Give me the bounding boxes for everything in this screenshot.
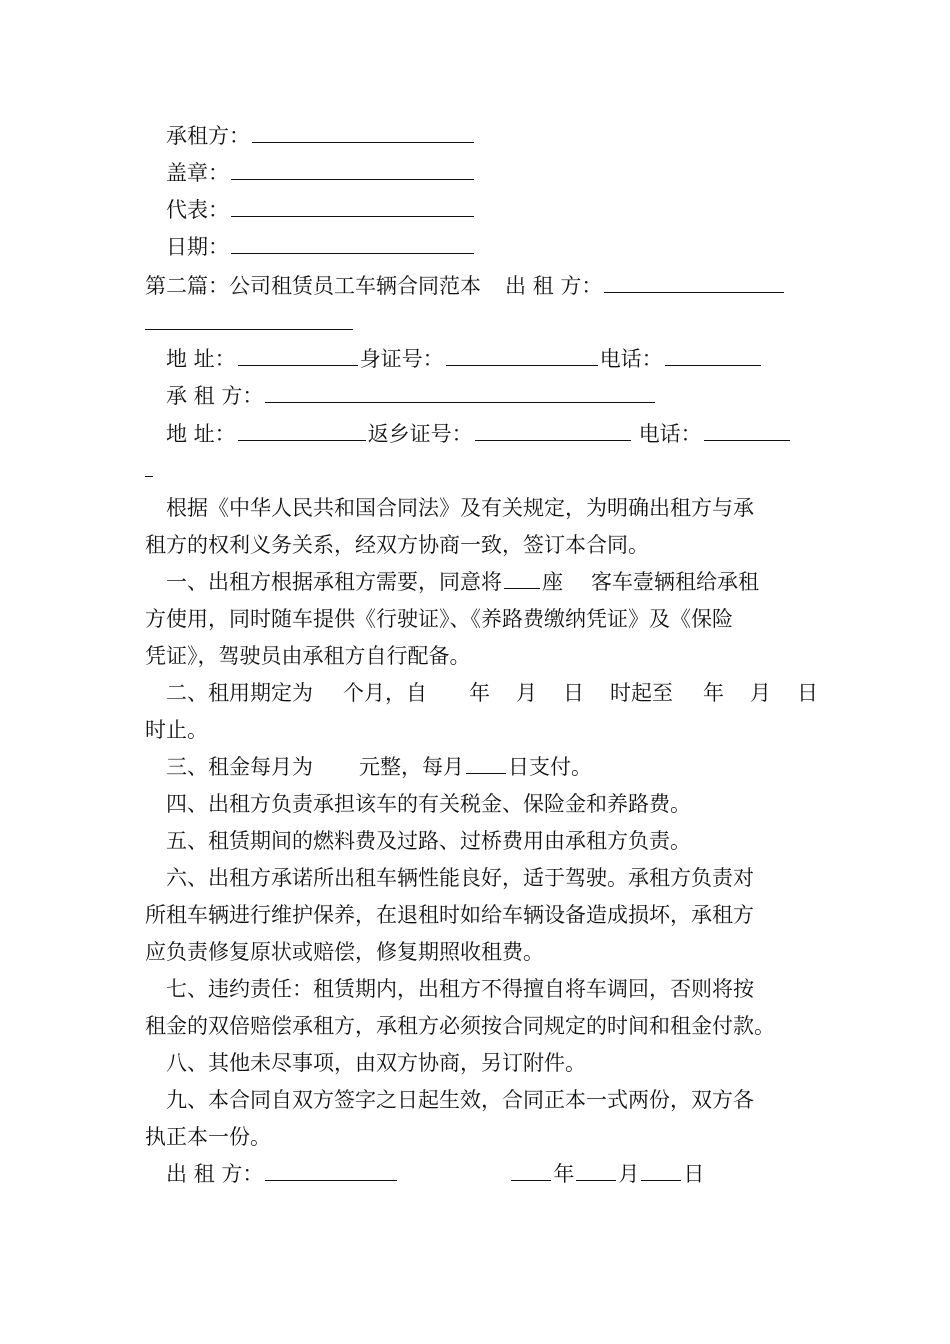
lessor-label: 出 租 方： — [505, 274, 603, 298]
clause-7-line-1: 七、违约责任：租赁期内，出租方不得擅自将车调回，否则将按 — [166, 977, 754, 1001]
clause-6-line-2: 所租车辆进行维护保养，在退租时如给车辆设备造成损坏，承租方 — [145, 903, 754, 927]
party-a-address-blank — [238, 345, 358, 366]
party-b-address-blank — [238, 420, 366, 441]
clause-4-line: 四、出租方负责承担该车的有关税金、保险金和养路费。 — [166, 792, 691, 816]
sig2-day-label: 日 — [683, 1162, 705, 1186]
clause-1-seats-blank — [504, 568, 540, 589]
clause-6-line-1: 六、出租方承诺所出租车辆性能良好，适于驾驶。承租方负责对 — [166, 866, 754, 890]
clause-9-line-2: 执正本一份。 — [145, 1125, 271, 1149]
party-b-phone-blank-cont — [145, 456, 153, 477]
clause-2-line-2: 时止。 — [145, 718, 208, 742]
sig2-month-label: 月 — [618, 1162, 640, 1186]
clause-2-text-c: 年 — [469, 681, 490, 705]
clause-3-text-a: 三、租金每月为 — [166, 755, 313, 779]
clause-2-text-d: 月 — [516, 681, 537, 705]
clause-3-day-blank — [466, 753, 506, 774]
party-b-detail-row — [145, 416, 831, 453]
clause-2-text-h: 月 — [750, 681, 771, 705]
party-b-phone-continuation — [145, 452, 810, 489]
sig1-seal-row — [145, 155, 831, 192]
lessor-blank-continuation — [145, 305, 810, 342]
sig1-date-label: 日期： — [166, 235, 229, 259]
party-a-address-label: 地 址： — [166, 347, 236, 371]
clause-5-line: 五、租赁期间的燃料费及过路、过桥费用由承租方负责。 — [166, 829, 691, 853]
party-b-lessee-label: 承 租 方： — [166, 384, 264, 408]
clause-2-text-i: 日 — [797, 681, 818, 705]
clause-3-line — [145, 749, 831, 786]
clause-1-line-1 — [145, 564, 831, 601]
clause-6-line-3: 应负责修复原状或赔偿，修复期照收租费。 — [145, 940, 544, 964]
sig1-lessee-blank — [252, 122, 474, 143]
lessor-name-blank — [604, 272, 784, 293]
party-a-row — [145, 341, 831, 378]
party-b-id-blank — [475, 420, 631, 441]
sig1-rep-row — [145, 192, 831, 229]
clause-1-text-a: 一、出租方根据承租方需要，同意将 — [166, 570, 502, 594]
clause-9-line-1: 九、本合同自双方签字之日起生效，合同正本一式两份，双方各 — [166, 1088, 754, 1112]
clause-1-line-2: 方使用，同时随车提供《行驶证》、《养路费缴纳凭证》及《保险 — [145, 607, 733, 631]
sig2-lessor-label: 出 租 方： — [166, 1162, 264, 1186]
clause-2-text-f: 时起至 — [610, 681, 673, 705]
sig1-seal-label: 盖章： — [166, 161, 229, 185]
sig2-year-blank — [511, 1160, 551, 1181]
sig2-day-blank — [641, 1160, 681, 1181]
sig1-rep-label: 代表： — [166, 198, 229, 222]
intro-line-1: 根据《中华人民共和国合同法》及有关规定，为明确出租方与承 — [166, 496, 754, 520]
clause-3-text-c: 日支付。 — [508, 755, 592, 779]
party-a-id-blank — [446, 345, 598, 366]
clause-1-text-b: 座 — [542, 570, 563, 594]
sig1-date-row — [145, 229, 831, 266]
party-a-phone-blank — [665, 345, 761, 366]
party-a-phone-label: 电话： — [599, 347, 663, 371]
clause-7-line-2: 租金的双倍赔偿承租方，承租方必须按合同规定的时间和租金付款。 — [145, 1014, 775, 1038]
clause-2-text-b: 个月，自 — [343, 681, 427, 705]
clause-3-text-b: 元整，每月 — [359, 755, 464, 779]
clause-2-text-g: 年 — [703, 681, 724, 705]
clause-2-text-e: 日 — [563, 681, 584, 705]
party-b-id-label: 返乡证号： — [367, 422, 473, 446]
party-b-address-label: 地 址： — [166, 422, 236, 446]
party-b-phone-label: 电话： — [638, 422, 702, 446]
sig2-month-blank — [576, 1160, 616, 1181]
sig2-year-label: 年 — [553, 1162, 575, 1186]
party-b-lessee-blank — [265, 382, 655, 403]
clause-8-line: 八、其他未尽事项，由双方协商，另订附件。 — [166, 1051, 586, 1075]
sig1-date-blank — [231, 233, 474, 254]
sig1-seal-blank — [231, 159, 474, 180]
party-b-phone-blank — [704, 420, 790, 441]
clause-2-line-1 — [145, 675, 831, 712]
clause-1-line-3: 凭证》，驾驶员由承租方自行配备。 — [145, 644, 471, 668]
sig2-row — [145, 1156, 831, 1193]
intro-line-2: 租方的权利义务关系，经双方协商一致，签订本合同。 — [145, 533, 649, 557]
sig1-lessee-row — [145, 118, 831, 155]
part2-title: 第二篇：公司租赁员工车辆合同范本 — [145, 274, 481, 298]
clause-2-text-a: 二、租用期定为 — [166, 681, 313, 705]
sig2-lessor-blank — [265, 1160, 397, 1181]
sig1-rep-blank — [231, 196, 474, 217]
sig1-lessee-label: 承租方： — [166, 124, 250, 148]
lessor-name-blank-cont — [145, 309, 353, 330]
party-b-lessee-row — [145, 378, 831, 415]
party-a-id-label: 身证号： — [359, 347, 444, 371]
part2-heading-row — [145, 268, 810, 305]
clause-1-text-c: 客车壹辆租给承租 — [591, 570, 759, 594]
